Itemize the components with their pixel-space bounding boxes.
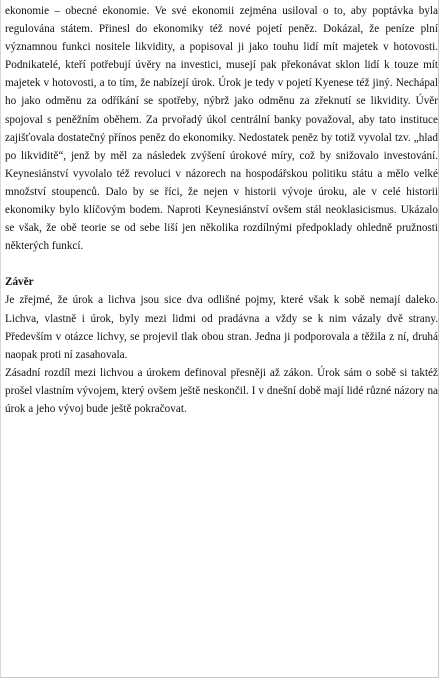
paragraph-spacer [5,255,438,273]
paragraph-conclusion-1: Je zřejmé, že úrok a lichva jsou sice dva odlišné pojmy, které však k sobě nemají daleko. Lichva, vlastně i úrok, byly mezi lidmi od pradávna a vždy se k nim vázaly dvě strany. Především v otázce lichvy, se projevil tlak obou stran. Jedna ji podporovala a těžila z ní, druhá naopak proti ní zasahovala. [5,294,438,361]
paragraph-conclusion-2: Zásadní rozdíl mezi lichvou a úrokem definoval přesněji až zákon. Úrok sám o sobě si taktéž prošel vlastním vývojem, který ovšem ještě neskončil. I v dnešní době mají lidé různé názory na úrok a jeho vývoj bude ještě pokračovat. [5,366,438,415]
section-heading: Závěr [5,276,34,289]
document-body [5,2,438,418]
paragraph-keynesianism: ekonomie – obecné ekonomie. Ve své ekonomii zejména usiloval o to, aby poptávka byla regulována státem. Přinesl do ekonomiky též nové pojetí peněz. Dokázal, že peníze plní významnou funkci nositele likvidity, a popisoval ji jako touhu lidí mít majetek v hotovosti. Podnikatelé, kteří potřebují úvěry na investici, musejí pak překonávat sklon lidí k touze mít majetek v hotovosti, a to tím, že nabízejí úrok. Úrok je tedy v pojetí Kyenese též jiný. Nechápal ho jako odměnu za odříkání se spotřeby, nýbrž jako odměnu za zřeknutí se likvidity. Úvěr spojoval s peněžním oběhem. Za prvořadý úkol centrální banky považoval, aby tato instituce zajišťovala dostatečný přínos peněz do ekonomiky. Nedostatek peněz by totiž vyvolal tzv. „hlad po likviditě“, jenž by měl za následek zvýšení úrokové míry, což by snižovalo investování. Keynesiánství vyvolalo též revoluci v názorech na hospodářskou politiku státu a mělo velké množství stoupenců. Dalo by se říci, že nejen v historii vývoje úroku, ale v celé historii ekonomiky bylo klíčovým bodem. Naproti Keynesiánství ovšem stál neoklasicismus. Ukázalo se však, že obě teorie se od sebe liší jen několika rozdílnými předpoklady ohledně pružnosti některých funkcí. [5,5,438,253]
